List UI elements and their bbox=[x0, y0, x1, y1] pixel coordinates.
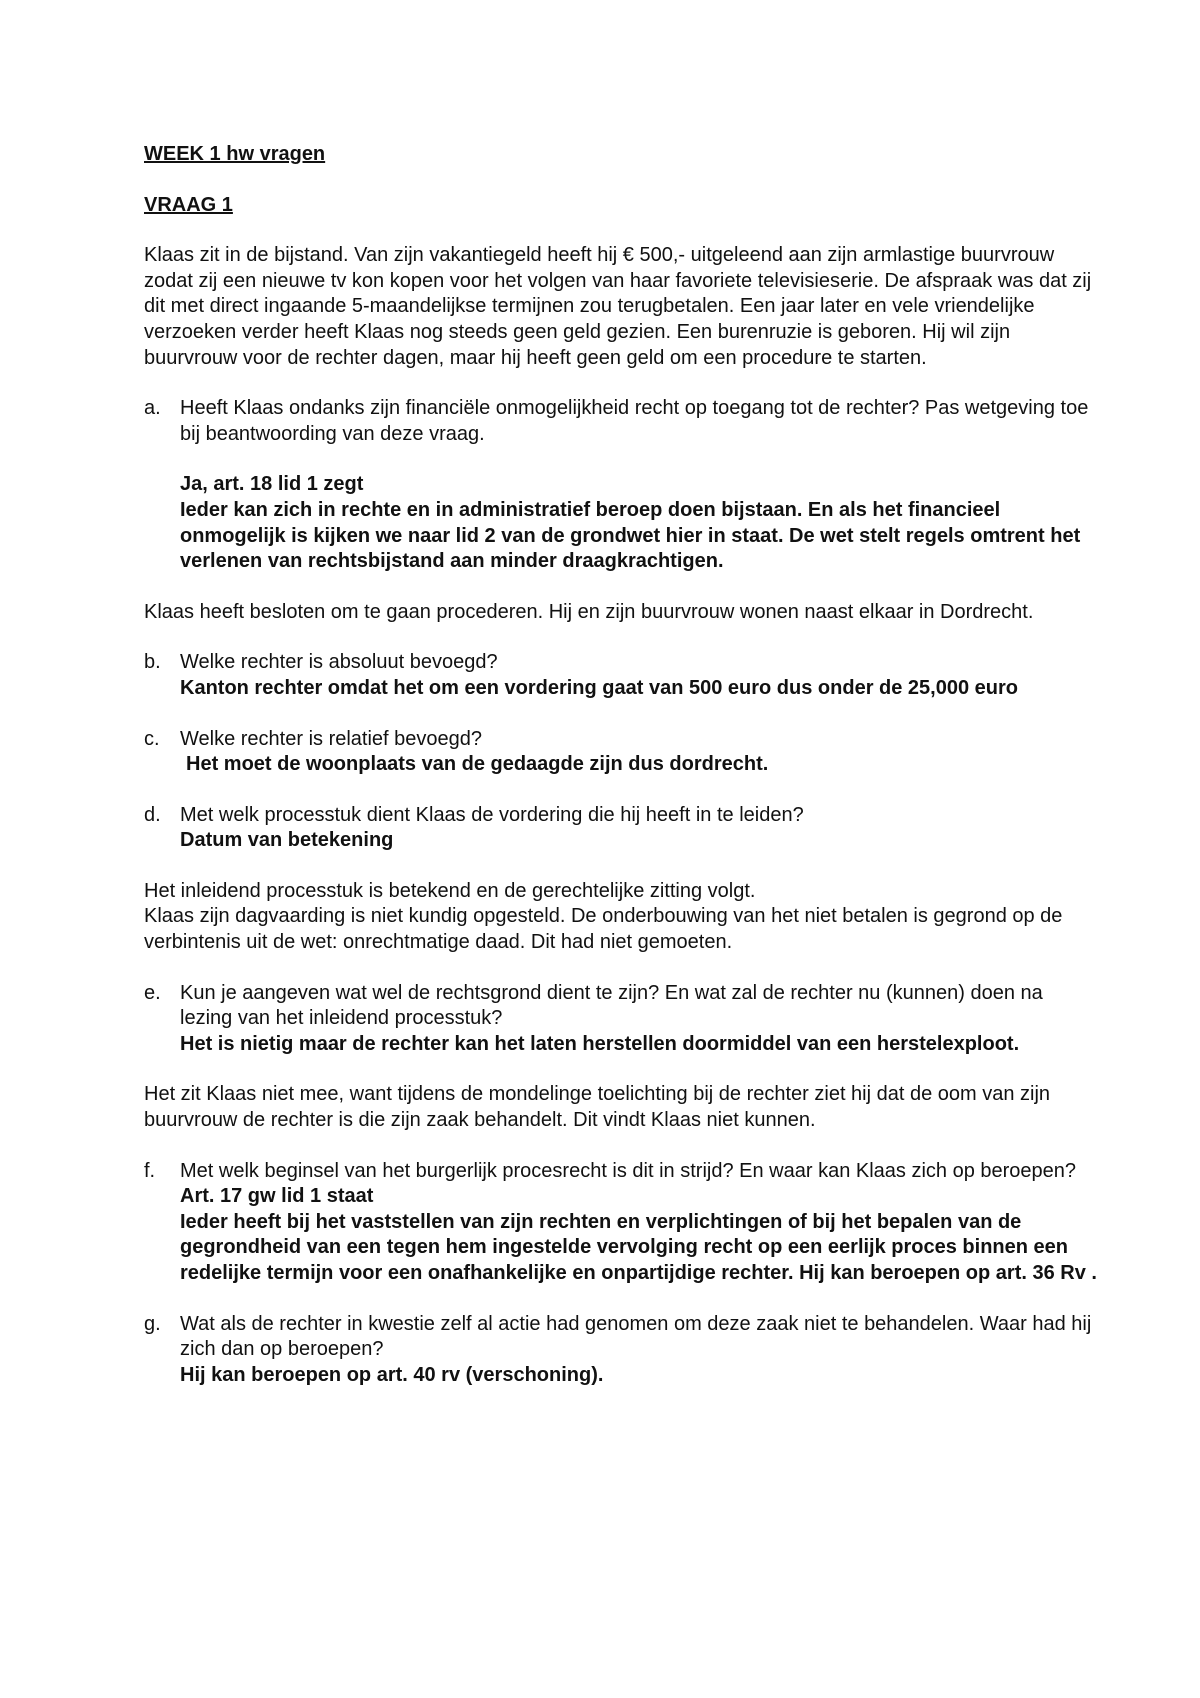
answer-text: Ja, art. 18 lid 1 zegt bbox=[180, 473, 364, 496]
document-title: WEEK 1 hw vragen bbox=[144, 143, 326, 165]
paragraph bbox=[144, 879, 1100, 956]
answer-text: Hij kan beroepen op art. 40 rv (verschoning). bbox=[180, 1363, 604, 1386]
question-text: Welke rechter is relatief bevoegd? bbox=[180, 727, 483, 750]
paragraph: Het zit Klaas niet mee, want tijdens de mondelinge toelichting bij de rechter ziet hij dat de oom van zijn buurvrouw de rechter is die zijn zaak behandelt. Dit vindt Klaas niet kunnen. bbox=[144, 1083, 1051, 1132]
question-a bbox=[144, 396, 1100, 575]
question-g bbox=[144, 1312, 1100, 1389]
answer-text: Het moet de woonplaats van de gedaagde zijn dus dordrecht. bbox=[186, 753, 769, 776]
question-e bbox=[144, 981, 1100, 1058]
answer-text: Ieder kan zich in rechte en in administratief beroep doen bijstaan. En als het financieel onmogelijk is kijken we naar lid 2 van de grondwet hier in staat. De wet stelt regels omtrent het verlenen van rechtsbijstand aan minder draagkrachtigen. bbox=[180, 498, 1081, 573]
question-c bbox=[144, 727, 1100, 778]
question-letter: f. bbox=[144, 1159, 156, 1182]
answer-text: Datum van betekening bbox=[180, 829, 394, 852]
question-letter: e. bbox=[144, 981, 161, 1004]
answer-text: Het is nietig maar de rechter kan het laten herstellen doormiddel van een herstelexploot. bbox=[180, 1032, 1020, 1055]
answer-text: Art. 17 gw lid 1 staat bbox=[180, 1185, 374, 1208]
question-letter: c. bbox=[144, 727, 160, 750]
intro-paragraph: Klaas zit in de bijstand. Van zijn vakantiegeld heeft hij € 500,- uitgeleend aan zijn armlastige buurvrouw zodat zij een nieuwe tv kon kopen voor het volgen van haar favoriete televisieserie. De afspraak was dat zij dit met direct ingaande 5-maandelijkse termijnen zou terugbetalen. Een jaar later en vele vriendelijke verzoeken verder heeft Klaas nog steeds geen geld gezien. Een burenruzie is geboren. Hij wil zijn buurvrouw voor de rechter dagen, maar hij heeft geen geld om een procedure te starten. bbox=[144, 244, 1092, 369]
paragraph: Klaas heeft besloten om te gaan procederen. Hij en zijn buurvrouw wonen naast elkaar in Dordrecht. bbox=[144, 600, 1034, 623]
paragraph-line: Het inleidend processtuk is betekend en de gerechtelijke zitting volgt. bbox=[144, 879, 756, 902]
question-b bbox=[144, 650, 1100, 701]
question-f bbox=[144, 1159, 1100, 1287]
question-text: Kun je aangeven wat wel de rechtsgrond dient te zijn? En wat zal de rechter nu (kunnen) doen na lezing van het inleidend processtuk? bbox=[180, 981, 1043, 1030]
question-text: Met welk beginsel van het burgerlijk procesrecht is dit in strijd? En waar kan Klaas zich op beroepen? bbox=[180, 1159, 1077, 1182]
question-letter: d. bbox=[144, 803, 161, 826]
question-letter: b. bbox=[144, 651, 161, 674]
question-text: Wat als de rechter in kwestie zelf al actie had genomen om deze zaak niet te behandelen. Waar had hij zich dan op beroepen? bbox=[180, 1312, 1092, 1361]
question-text: Met welk processtuk dient Klaas de vordering die hij heeft in te leiden? bbox=[180, 803, 804, 826]
question-letter: a. bbox=[144, 397, 161, 420]
answer-text: Kanton rechter omdat het om een vordering gaat van 500 euro dus onder de 25,000 euro bbox=[180, 676, 1018, 699]
question-text: Heeft Klaas ondanks zijn financiële onmogelijkheid recht op toegang tot de rechter? Pas wetgeving toe bij beantwoording van deze vraag. bbox=[180, 397, 1089, 445]
paragraph-line: Klaas zijn dagvaarding is niet kundig opgesteld. De onderbouwing van het niet betalen is gegrond op de verbintenis uit de wet: onrechtmatige daad. Dit had niet gemoeten. bbox=[144, 905, 1063, 954]
question-letter: g. bbox=[144, 1312, 161, 1335]
question-heading: VRAAG 1 bbox=[144, 193, 233, 216]
question-text: Welke rechter is absoluut bevoegd? bbox=[180, 651, 498, 674]
answer-text: Ieder heeft bij het vaststellen van zijn rechten en verplichtingen of bij het bepalen van de gegrondheid van een tegen hem ingestelde vervolging recht op een eerlijk proces binnen een redelijke termijn voor een onafhankelijke en onpartijdige rechter. Hij kan beroepen op art. 36 Rv . bbox=[180, 1210, 1097, 1284]
question-d bbox=[144, 803, 1100, 854]
